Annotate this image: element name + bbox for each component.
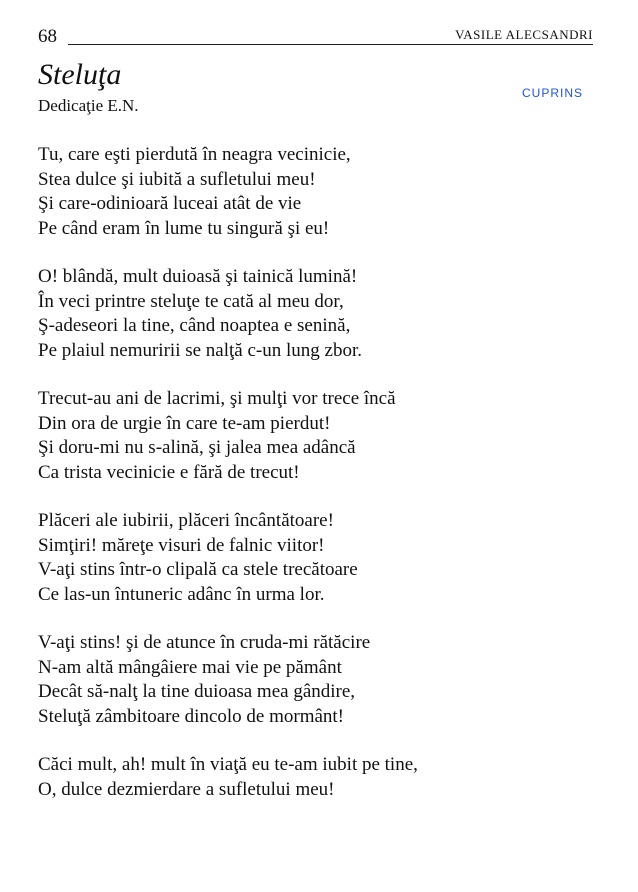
verse-line: Plăceri ale iubirii, plăceri încântătoare! [38,510,334,531]
verse-line: Ce las-un întuneric adânc în urma lor. [38,583,325,605]
verse-line: Simţiri! măreţe visuri de falnic viitor! [38,534,325,556]
verse-line: O, dulce dezmierdare a sufletului meu! [38,778,335,800]
stanza [38,143,598,241]
verse-line: Trecut-au ani de lacrimi, şi mulţi vor trece încă [38,388,396,409]
verse-line: Ş-adeseori la tine, când noaptea e senină, [38,315,351,336]
stanza [38,753,598,802]
poem-body [38,143,598,826]
verse-line: Ca trista vecinicie e fără de trecut! [38,461,300,483]
verse-line: V-aţi stins într-o clipală ca stele trecătoare [38,559,358,580]
verse-line: În veci printre steluţe te cată al meu dor, [38,290,344,312]
verse-line: Pe plaiul nemuririi se nalţă c-un lung zbor. [38,339,362,361]
verse-line: N-am altă mângâiere mai vie pe pământ [38,656,342,678]
verse-line: Şi care-odinioară luceai atât de vie [38,193,302,214]
verse-line: Căci mult, ah! mult în viaţă eu te-am iubit pe tine, [38,754,418,775]
poem-title: Steluţa [38,58,122,91]
poem-dedication: Dedicaţie E.N. [38,96,139,115]
verse-line: Steluţă zâmbitoare dincolo de mormânt! [38,705,345,727]
verse-line: O! blândă, mult duioasă şi tainică lumină! [38,266,358,287]
verse-line: Din ora de urgie în care te-am pierdut! [38,412,331,434]
running-head: VASILE ALECSANDRI [449,27,593,43]
page-number: 68 [38,26,57,47]
verse-line: Stea dulce şi iubită a sufletului meu! [38,168,316,190]
stanza [38,631,598,729]
page-header [38,24,593,48]
stanza [38,265,598,363]
verse-line: Pe când eram în lume tu singură şi eu! [38,217,330,239]
verse-line: V-aţi stins! şi de atunce în cruda-mi rătăcire [38,632,371,653]
verse-line: Decât să-nalţ la tine duioasa mea gândire, [38,681,356,702]
verse-line: Tu, care eşti pierdută în neagra vecinicie, [38,144,351,165]
toc-link[interactable]: CUPRINS [521,86,583,100]
stanza [38,387,598,485]
header-rule [68,44,593,45]
stanza [38,509,598,607]
verse-line: Şi doru-mi nu s-alină, şi jalea mea adâncă [38,437,356,458]
